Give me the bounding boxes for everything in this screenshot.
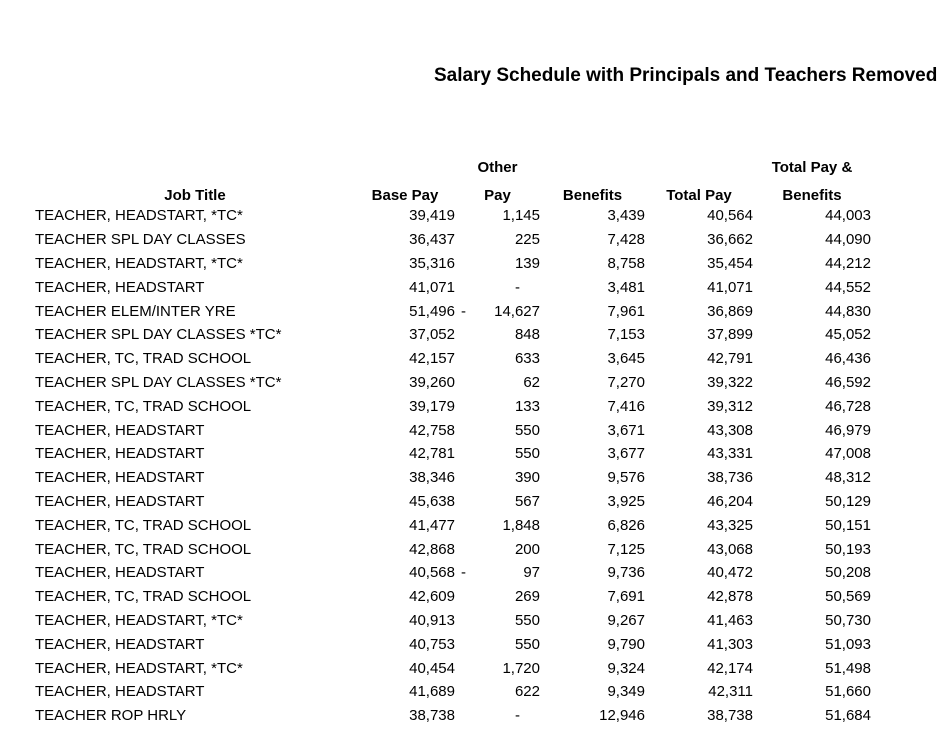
job-title-cell: TEACHER SPL DAY CLASSES *TC* — [35, 373, 282, 391]
column-header-other-pay-line1: Other — [477, 159, 518, 176]
benefits-cell: 3,677 — [607, 445, 645, 463]
benefits-cell: 3,481 — [607, 278, 645, 296]
other-pay-cell: 390 — [514, 469, 540, 487]
table-row — [35, 299, 871, 323]
other-pay-cell: 1,145 — [502, 207, 540, 225]
other-pay-value: 97 — [523, 564, 540, 582]
total-pay-benefits-cell: 46,728 — [825, 397, 871, 415]
minus-sign: - — [461, 302, 466, 320]
table-row — [35, 490, 871, 514]
base-pay-cell: 42,758 — [409, 421, 455, 439]
base-pay-cell: 40,913 — [409, 611, 455, 629]
benefits-cell: 3,671 — [607, 421, 645, 439]
total-pay-cell: 39,322 — [707, 373, 753, 391]
base-pay-cell: 41,071 — [409, 278, 455, 296]
base-pay-cell: 40,454 — [409, 659, 455, 677]
table-row — [35, 609, 871, 633]
other-pay-cell: 225 — [514, 231, 540, 249]
header-spacer — [540, 148, 645, 176]
other-pay-cell: 550 — [514, 635, 540, 653]
base-pay-cell: 41,689 — [409, 683, 455, 701]
base-pay-cell: 39,179 — [409, 397, 455, 415]
table-row — [35, 537, 871, 561]
column-header-base-pay: Base Pay — [371, 187, 439, 204]
header-row-top — [35, 148, 871, 176]
other-pay-cell: 550 — [514, 421, 540, 439]
benefits-cell: 7,691 — [607, 588, 645, 606]
benefits-cell: 7,961 — [607, 302, 645, 320]
header-row-bottom — [35, 176, 871, 204]
table-row — [35, 323, 871, 347]
total-pay-cell: 36,662 — [707, 231, 753, 249]
base-pay-cell: 41,477 — [409, 516, 455, 534]
total-pay-benefits-cell: 48,312 — [825, 469, 871, 487]
job-title-cell: TEACHER, HEADSTART — [35, 564, 205, 582]
benefits-cell: 3,925 — [607, 492, 645, 510]
base-pay-cell: 42,868 — [409, 540, 455, 558]
job-title-cell: TEACHER, TC, TRAD SCHOOL — [35, 540, 252, 558]
other-pay-cell: 1,720 — [502, 659, 540, 677]
other-pay-cell: 133 — [514, 397, 540, 415]
other-pay-cell: 1,848 — [502, 516, 540, 534]
base-pay-cell: 39,260 — [409, 373, 455, 391]
total-pay-cell: 36,869 — [707, 302, 753, 320]
job-title-cell: TEACHER, HEADSTART — [35, 278, 205, 296]
benefits-cell: 3,645 — [607, 350, 645, 368]
other-pay-cell: - — [515, 278, 520, 296]
other-pay-cell: 567 — [514, 492, 540, 510]
total-pay-benefits-cell: 50,193 — [825, 540, 871, 558]
benefits-cell: 8,758 — [607, 254, 645, 272]
total-pay-cell: 43,325 — [707, 516, 753, 534]
job-title-cell: TEACHER, HEADSTART — [35, 445, 205, 463]
other-pay-cell — [455, 299, 540, 323]
other-pay-cell: 550 — [514, 445, 540, 463]
total-pay-benefits-cell: 50,151 — [825, 516, 871, 534]
table-row — [35, 442, 871, 466]
total-pay-cell: 35,454 — [707, 254, 753, 272]
job-title-cell: TEACHER, HEADSTART — [35, 421, 205, 439]
total-pay-cell: 41,303 — [707, 635, 753, 653]
base-pay-cell: 36,437 — [409, 231, 455, 249]
benefits-cell: 9,790 — [607, 635, 645, 653]
total-pay-benefits-cell: 50,208 — [825, 564, 871, 582]
other-pay-cell: 550 — [514, 611, 540, 629]
total-pay-benefits-cell: 51,093 — [825, 635, 871, 653]
benefits-cell: 9,349 — [607, 683, 645, 701]
benefits-cell: 9,267 — [607, 611, 645, 629]
job-title-cell: TEACHER, TC, TRAD SCHOOL — [35, 588, 252, 606]
other-pay-cell: 62 — [523, 373, 540, 391]
job-title-cell: TEACHER, HEADSTART — [35, 492, 205, 510]
total-pay-cell: 42,311 — [708, 683, 753, 701]
table-row — [35, 394, 871, 418]
base-pay-cell: 35,316 — [409, 254, 455, 272]
total-pay-benefits-cell: 51,660 — [825, 683, 871, 701]
other-pay-cell: 139 — [514, 254, 540, 272]
total-pay-cell: 42,791 — [707, 350, 753, 368]
other-pay-cell: 200 — [514, 540, 540, 558]
salary-table-body — [35, 204, 871, 728]
total-pay-benefits-cell: 51,498 — [825, 659, 871, 677]
column-header-other-pay-line2: Pay — [484, 187, 511, 204]
job-title-cell: TEACHER ROP HRLY — [35, 707, 187, 725]
total-pay-benefits-cell: 44,090 — [825, 231, 871, 249]
benefits-cell: 7,153 — [607, 326, 645, 344]
base-pay-cell: 38,738 — [409, 707, 455, 725]
table-row — [35, 513, 871, 537]
table-row — [35, 371, 871, 395]
total-pay-cell: 39,312 — [707, 397, 753, 415]
total-pay-cell: 42,878 — [707, 588, 753, 606]
total-pay-benefits-cell: 46,592 — [825, 373, 871, 391]
other-pay-cell — [455, 561, 540, 585]
benefits-cell: 6,826 — [607, 516, 645, 534]
table-row — [35, 585, 871, 609]
job-title-cell: TEACHER, HEADSTART — [35, 683, 205, 701]
job-title-cell: TEACHER, HEADSTART — [35, 469, 205, 487]
table-row — [35, 347, 871, 371]
total-pay-benefits-cell: 46,979 — [825, 421, 871, 439]
table-row — [35, 252, 871, 276]
total-pay-cell: 43,068 — [707, 540, 753, 558]
base-pay-cell: 40,568 — [409, 564, 455, 582]
base-pay-cell: 42,157 — [409, 350, 455, 368]
job-title-cell: TEACHER SPL DAY CLASSES *TC* — [35, 326, 282, 344]
salary-table — [35, 148, 871, 728]
total-pay-benefits-cell: 46,436 — [825, 350, 871, 368]
table-row — [35, 204, 871, 228]
job-title-cell: TEACHER, HEADSTART, *TC* — [35, 254, 243, 272]
other-pay-cell: 633 — [514, 350, 540, 368]
column-header-job-title: Job Title — [164, 187, 226, 204]
benefits-cell: 7,270 — [607, 373, 645, 391]
table-row — [35, 680, 871, 704]
table-row — [35, 228, 871, 252]
job-title-cell: TEACHER, HEADSTART, *TC* — [35, 659, 243, 677]
column-header-total-pay: Total Pay — [666, 187, 732, 204]
table-row — [35, 561, 871, 585]
benefits-cell: 7,416 — [607, 397, 645, 415]
total-pay-cell: 43,308 — [707, 421, 753, 439]
total-pay-cell: 38,738 — [707, 707, 753, 725]
job-title-cell: TEACHER, HEADSTART, *TC* — [35, 207, 243, 225]
total-pay-cell: 46,204 — [707, 492, 753, 510]
job-title-cell: TEACHER ELEM/INTER YRE — [35, 302, 236, 320]
other-pay-cell: - — [515, 707, 520, 725]
salary-table-header — [35, 148, 871, 204]
other-pay-value: 14,627 — [494, 302, 540, 320]
table-row — [35, 466, 871, 490]
job-title-cell: TEACHER, HEADSTART, *TC* — [35, 611, 243, 629]
base-pay-cell: 45,638 — [409, 492, 455, 510]
base-pay-cell: 38,346 — [409, 469, 455, 487]
total-pay-benefits-cell: 44,830 — [825, 302, 871, 320]
table-row — [35, 656, 871, 680]
total-pay-benefits-cell: 44,212 — [825, 254, 871, 272]
header-spacer — [355, 148, 455, 176]
total-pay-cell: 40,564 — [707, 207, 753, 225]
job-title-cell: TEACHER, TC, TRAD SCHOOL — [35, 397, 252, 415]
base-pay-cell: 37,052 — [409, 326, 455, 344]
minus-sign: - — [461, 564, 466, 582]
total-pay-benefits-cell: 50,129 — [825, 492, 871, 510]
table-row — [35, 418, 871, 442]
table-row — [35, 632, 871, 656]
report-title: Salary Schedule with Principals and Teachers Removed — [434, 65, 938, 86]
benefits-cell: 3,439 — [607, 207, 645, 225]
benefits-cell: 7,125 — [607, 540, 645, 558]
total-pay-cell: 41,463 — [707, 611, 753, 629]
benefits-cell: 7,428 — [607, 231, 645, 249]
base-pay-cell: 51,496 — [409, 302, 455, 320]
total-pay-benefits-cell: 44,552 — [825, 278, 871, 296]
header-spacer — [645, 148, 753, 176]
column-header-total-pay-benefits-line2: Benefits — [782, 187, 842, 204]
total-pay-benefits-cell: 51,684 — [825, 707, 871, 725]
total-pay-cell: 38,736 — [707, 469, 753, 487]
total-pay-cell: 40,472 — [707, 564, 753, 582]
table-row — [35, 275, 871, 299]
total-pay-benefits-cell: 47,008 — [825, 445, 871, 463]
total-pay-cell: 43,331 — [707, 445, 753, 463]
total-pay-cell: 41,071 — [707, 278, 753, 296]
benefits-cell: 12,946 — [599, 707, 645, 725]
other-pay-cell: 269 — [514, 588, 540, 606]
base-pay-cell: 42,781 — [409, 445, 455, 463]
total-pay-cell: 42,174 — [707, 659, 753, 677]
benefits-cell: 9,576 — [607, 469, 645, 487]
benefits-cell: 9,736 — [607, 564, 645, 582]
header-spacer — [35, 148, 355, 176]
total-pay-cell: 37,899 — [707, 326, 753, 344]
total-pay-benefits-cell: 45,052 — [825, 326, 871, 344]
total-pay-benefits-cell: 44,003 — [825, 207, 871, 225]
total-pay-benefits-cell: 50,569 — [825, 588, 871, 606]
other-pay-cell: 848 — [514, 326, 540, 344]
benefits-cell: 9,324 — [607, 659, 645, 677]
job-title-cell: TEACHER, HEADSTART — [35, 635, 205, 653]
table-row — [35, 704, 871, 728]
job-title-cell: TEACHER, TC, TRAD SCHOOL — [35, 350, 252, 368]
job-title-cell: TEACHER SPL DAY CLASSES — [35, 231, 246, 249]
base-pay-cell: 42,609 — [409, 588, 455, 606]
base-pay-cell: 39,419 — [409, 207, 455, 225]
job-title-cell: TEACHER, TC, TRAD SCHOOL — [35, 516, 252, 534]
base-pay-cell: 40,753 — [409, 635, 455, 653]
column-header-total-pay-benefits-line1: Total Pay & — [771, 159, 853, 176]
total-pay-benefits-cell: 50,730 — [825, 611, 871, 629]
column-header-benefits: Benefits — [562, 187, 623, 204]
other-pay-cell: 622 — [514, 683, 540, 701]
